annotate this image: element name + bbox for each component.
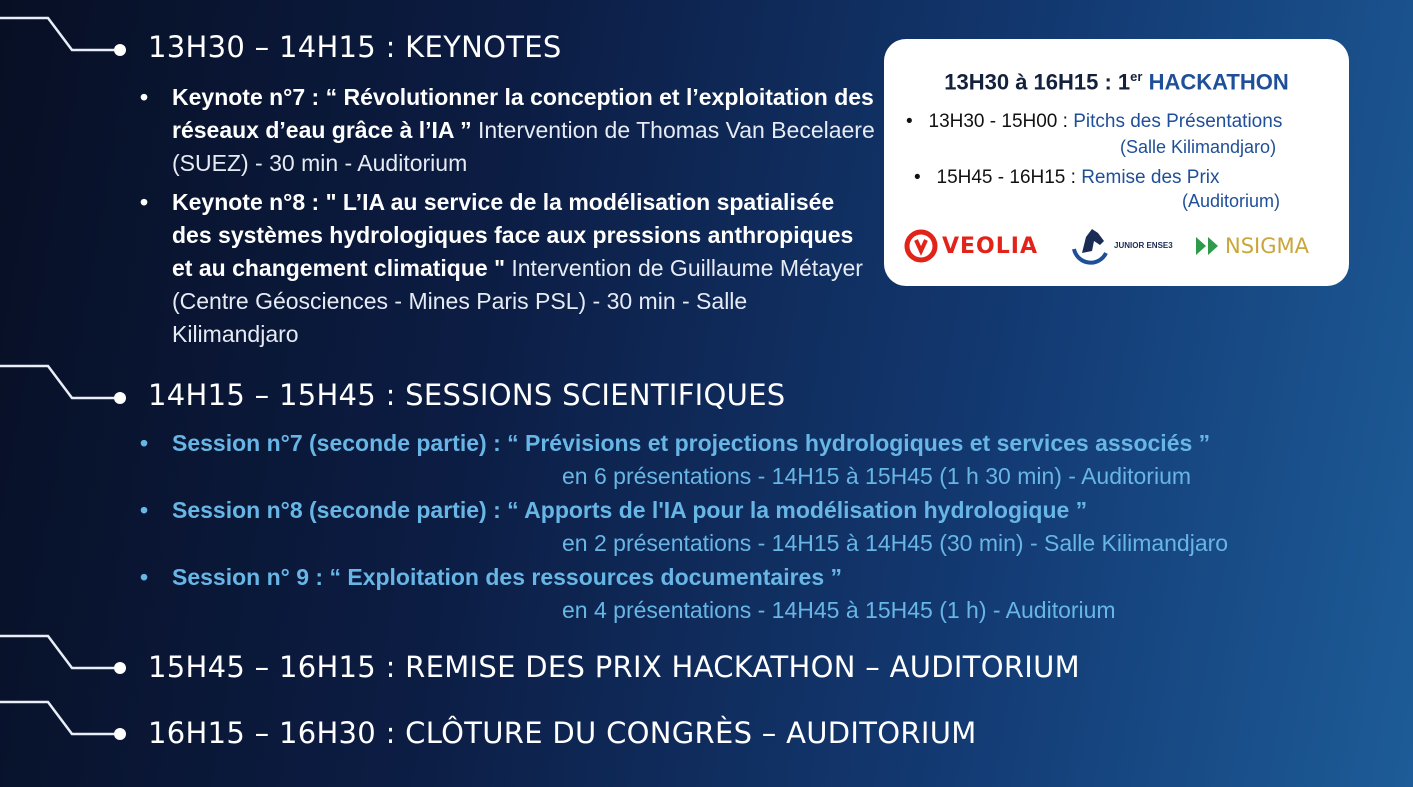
junior-ense3-wordmark: JUNIOR ENSE3 <box>1114 240 1173 250</box>
keynote-detail: Intervention de Guillaume Métayer (Centre Géosciences - Mines Paris PSL) - 30 min - Salle Kilimandjaro <box>172 255 863 347</box>
session-detail: en 2 présentations - 14H15 à 14H45 (30 min) - Salle Kilimandjaro <box>562 530 1229 556</box>
hackathon-item-location: (Salle Kilimandjaro) <box>1120 137 1277 157</box>
bullet-icon: • <box>140 189 149 215</box>
keynote-list <box>140 81 880 357</box>
keynote-title: Keynote n°7 : “ Révolutionner la conception et l’exploitation des réseaux d’eau grâce à l’IA ” <box>172 84 874 143</box>
list-item <box>140 81 880 180</box>
hackathon-item-pitch <box>906 111 1282 133</box>
bullet-icon: • <box>140 84 149 110</box>
list-item <box>140 186 880 351</box>
double-arrow-icon <box>1194 235 1224 257</box>
session-title: Session n°7 (seconde partie) : “ Prévisions et projections hydrologiques et services associés ” <box>172 430 1211 456</box>
hackathon-item-prize <box>914 167 1220 189</box>
section-title-sessions: 14H15 – 15H45 : SESSIONS SCIENTIFIQUES <box>148 378 786 412</box>
bullet-icon: • <box>140 564 149 590</box>
veolia-wordmark: VEOLIA <box>942 233 1038 259</box>
bullet-icon: • <box>914 167 921 188</box>
veolia-logo <box>904 229 1038 263</box>
hackathon-title-sup: er <box>1130 69 1143 84</box>
timeline-connector-3 <box>0 628 140 688</box>
hackathon-title-prefix: 13H30 à 16H15 : 1 <box>944 69 1131 95</box>
list-item <box>140 427 1400 493</box>
hackathon-title <box>884 69 1349 95</box>
timeline-connector-4 <box>0 694 140 754</box>
nsigma-logo <box>1194 234 1309 258</box>
session-list <box>140 427 1400 628</box>
section-title-keynotes: 13H30 – 14H15 : KEYNOTES <box>148 30 562 64</box>
list-item <box>140 494 1400 560</box>
veolia-icon <box>904 229 938 263</box>
timeline-connector-2 <box>0 358 140 418</box>
nsigma-wordmark: NSIGMA <box>1225 234 1309 258</box>
hackathon-item-time: 15H45 - 16H15 : <box>936 167 1082 188</box>
bullet-icon: • <box>906 111 913 132</box>
hackathon-item-time: 13H30 - 15H00 : <box>928 111 1074 132</box>
timeline-connector-1 <box>0 10 140 70</box>
session-detail: en 6 présentations - 14H15 à 15H45 (1 h 30 min) - Auditorium <box>562 463 1192 489</box>
keynote-title: Keynote n°8 : " L’IA au service de la modélisation spatialisée des systèmes hydrologiques face aux pressions anthropiques et au changement climatique " <box>172 189 854 281</box>
section-title-prize: 15H45 – 16H15 : REMISE DES PRIX HACKATHON – AUDITORIUM <box>148 650 1081 684</box>
hackathon-card <box>884 39 1349 286</box>
bullet-icon: • <box>140 430 149 456</box>
list-item <box>140 561 1400 627</box>
hackathon-item-location: (Auditorium) <box>1182 191 1281 211</box>
session-detail: en 4 présentations - 14H45 à 15H45 (1 h) - Auditorium <box>562 597 1116 623</box>
horse-head-icon <box>1068 223 1112 267</box>
keynote-detail: Intervention de Thomas Van Becelaere (SUEZ) - 30 min - Auditorium <box>172 117 875 176</box>
junior-ense3-logo <box>1068 223 1173 267</box>
hackathon-item-label: Pitchs des Présentations <box>1073 111 1283 132</box>
session-title: Session n°8 (seconde partie) : “ Apports de l'IA pour la modélisation hydrologique ” <box>172 497 1088 523</box>
bullet-icon: • <box>140 497 149 523</box>
session-title: Session n° 9 : “ Exploitation des ressources documentaires ” <box>172 564 843 590</box>
section-title-closing: 16H15 – 16H30 : CLÔTURE DU CONGRÈS – AUDITORIUM <box>148 716 977 750</box>
hackathon-item-label: Remise des Prix <box>1081 167 1220 188</box>
hackathon-title-suffix: HACKATHON <box>1142 69 1289 95</box>
